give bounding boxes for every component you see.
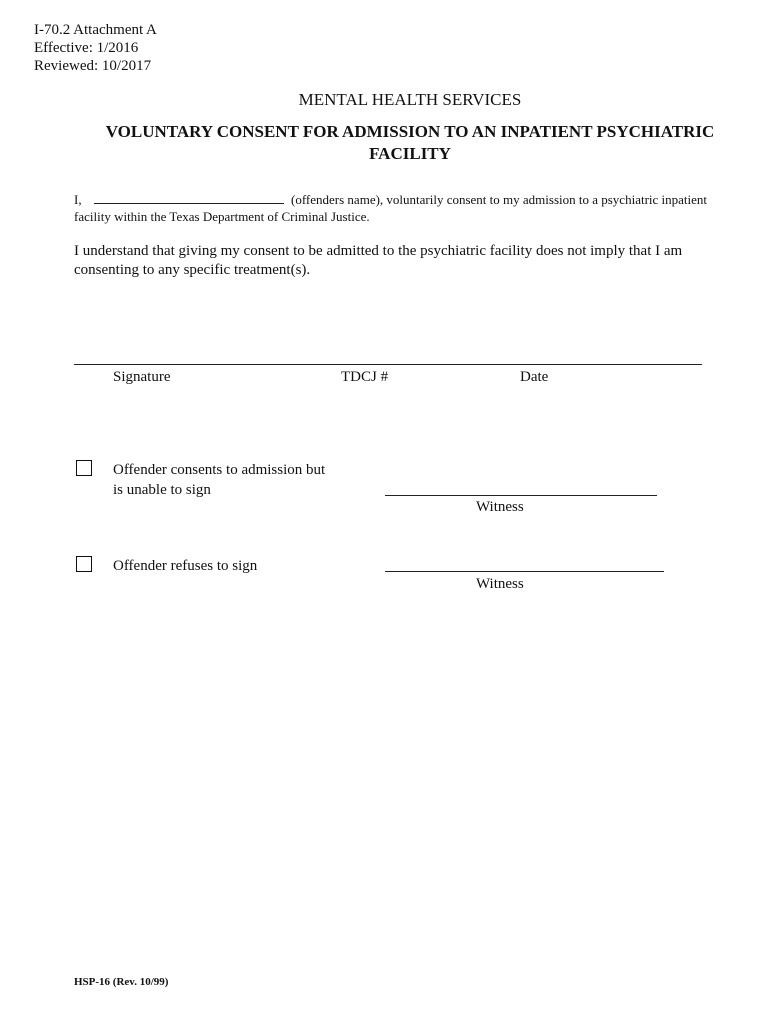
consent-text-line2: facility within the Texas Department of Criminal Justice. <box>74 209 370 224</box>
unable-to-sign-label-line2: is unable to sign <box>113 482 211 498</box>
refuses-to-sign-label: Offender refuses to sign <box>113 558 258 574</box>
signature-label: Signature <box>113 369 171 385</box>
form-title-line2: FACILITY <box>369 144 451 163</box>
understand-text-line1: I understand that giving my consent to be admitted to the psychiatric facility does not imply that I am <box>74 243 683 259</box>
witness-signature-line-1[interactable] <box>385 495 657 496</box>
reviewed-date: Reviewed: 10/2017 <box>34 58 152 74</box>
tdcj-number-label: TDCJ # <box>341 369 389 385</box>
understand-text-line2: consenting to any specific treatment(s). <box>74 262 311 278</box>
consent-prefix: I, <box>74 192 82 207</box>
unable-to-sign-label-line1: Offender consents to admission but <box>113 462 326 478</box>
date-label: Date <box>520 369 549 385</box>
refuses-to-sign-checkbox[interactable] <box>76 556 92 572</box>
effective-date: Effective: 1/2016 <box>34 40 139 56</box>
form-revision-footer: HSP-16 (Rev. 10/99) <box>74 976 169 988</box>
witness-signature-line-2[interactable] <box>385 571 664 572</box>
signature-line[interactable] <box>74 364 702 365</box>
consent-text-line1: (offenders name), voluntarily consent to my admission to a psychiatric inpatient <box>291 192 708 207</box>
unable-to-sign-checkbox[interactable] <box>76 460 92 476</box>
offender-name-field[interactable] <box>94 187 284 204</box>
attachment-id: I-70.2 Attachment A <box>34 22 157 38</box>
form-title-line1: VOLUNTARY CONSENT FOR ADMISSION TO AN INPATIENT PSYCHIATRIC <box>105 122 715 141</box>
witness-label-2: Witness <box>476 576 524 592</box>
section-title: MENTAL HEALTH SERVICES <box>298 90 522 109</box>
witness-label-1: Witness <box>476 499 524 515</box>
